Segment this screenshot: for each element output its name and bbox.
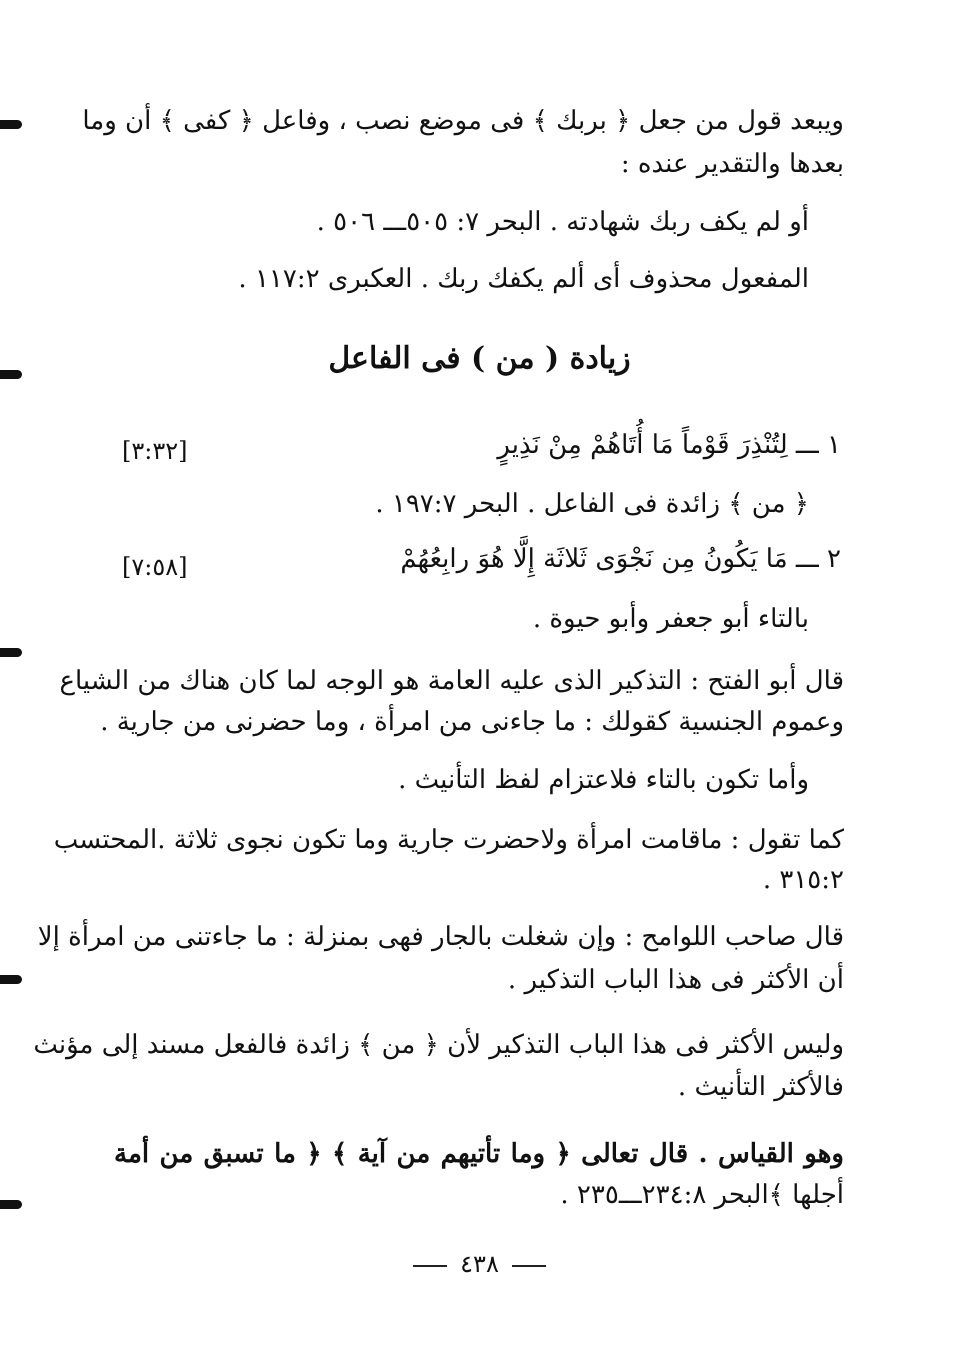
- paragraph-line: بعدها والتقدير عنده :: [620, 149, 844, 179]
- body-line: وأما تكون بالتاء فلاعتزام لفظ التأنيث .: [398, 765, 809, 795]
- body-line: وعموم الجنسية كقولك : ما جاءنى من امرأة ، وما حضرنى من جارية .: [100, 707, 844, 737]
- body-line: وهو القياس . قال تعالى ﴿ وما تأتيهم من آية ﴾ ﴿ ما تسبق من أمة: [114, 1139, 844, 1169]
- section-title: زيادة ( من ) فى الفاعل: [328, 341, 631, 376]
- body-line: وليس الأكثر فى هذا الباب التذكير لأن ﴿ من ﴾ زائدة فالفعل مسند إلى مؤنث: [33, 1030, 844, 1060]
- verse-text: ١ ـــ لِتُنْذِرَ قَوْماً مَا أُتَاهُمْ مِنْ نَذِيرٍ: [497, 430, 841, 460]
- verse-text: ٢ ـــ مَا يَكُونُ مِن نَجْوَى ثَلاثَة إِلَّا هُوَ رابِعُهُمْ: [400, 544, 841, 574]
- body-line: بالتاء أبو جعفر وأبو حيوة .: [532, 604, 809, 634]
- body-line: ٣١٥:٢ .: [762, 865, 844, 895]
- margin-mark: [0, 648, 22, 657]
- page-footer: [0, 1250, 959, 1278]
- margin-mark: [0, 1200, 22, 1209]
- body-line: أجلها ﴾البحر ٢٣٤:٨ـــ٢٣٥ .: [560, 1180, 844, 1210]
- body-line: ﴿ من ﴾ زائدة فى الفاعل . البحر ١٩٧:٧ .: [375, 489, 809, 519]
- body-line: أن الأكثر فى هذا الباب التذكير .: [507, 965, 844, 995]
- body-line: قال صاحب اللوامح : وإن شغلت بالجار فهى بمنزلة : ما جاءتنى من امرأة إلا: [37, 922, 844, 952]
- footer-dash: [512, 1265, 546, 1267]
- body-line: فالأكثر التأنيث .: [677, 1072, 844, 1102]
- body-line: قال أبو الفتح : التذكير الذى عليه العامة هو الوجه لما كان هناك من الشياع: [59, 666, 844, 696]
- paragraph-line: ويبعد قول من جعل ﴿ بربك ﴾ فى موضع نصب ، وفاعل ﴿ كفى ﴾ أن وما: [82, 106, 844, 136]
- page-number: ٤٣٨: [460, 1250, 499, 1278]
- quote-line: أو لم يكف ربك شهادته . البحر ٧: ٥٠٥ـــ ٥٠٦ .: [316, 207, 809, 237]
- footer-dash: [413, 1265, 447, 1267]
- margin-mark: [0, 975, 22, 984]
- verse-reference: [٧:٥٨]: [122, 553, 188, 581]
- body-line: كما تقول : ماقامت امرأة ولاحضرت جارية وما تكون نجوى ثلاثة .المحتسب: [53, 825, 844, 855]
- quote-line: المفعول محذوف أى ألم يكفك ربك . العكبرى ١١٧:٢ .: [238, 264, 809, 294]
- verse-reference: [٣:٣٢]: [122, 437, 188, 465]
- margin-mark: [0, 120, 22, 129]
